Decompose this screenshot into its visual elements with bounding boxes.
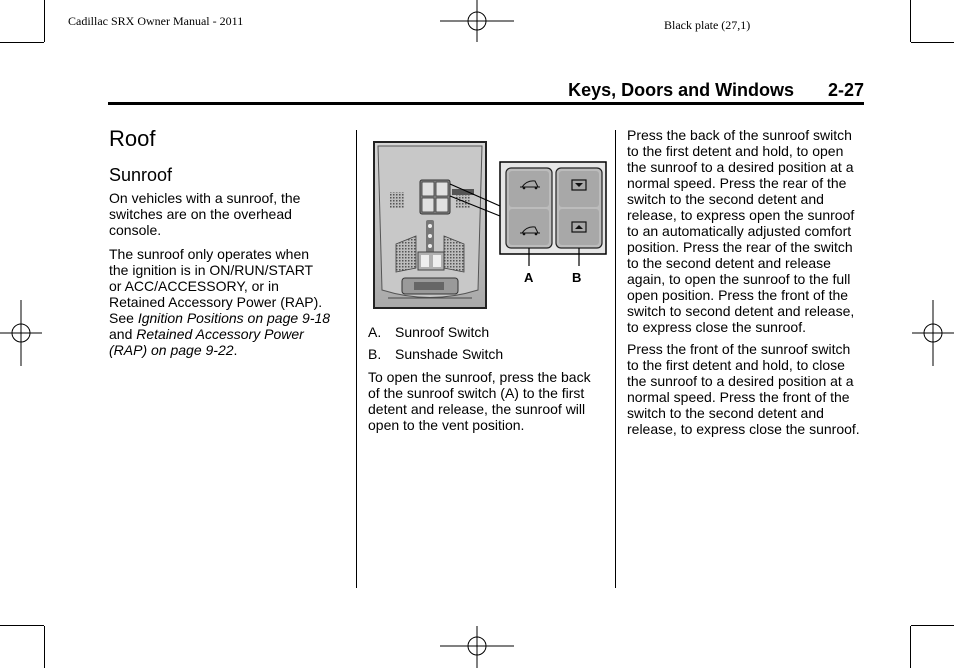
manual-title: Cadillac SRX Owner Manual - 2011: [68, 14, 244, 28]
registration-mark-bottom: [440, 626, 514, 668]
overhead-console-figure: [372, 140, 608, 312]
ignition-paragraph: The sunroof only operates when the ignition is in ON/RUN/START or ACC/ACCESSORY, or in Retained Accessory Power (RAP). See Ignition Positions on page 9-18 and Retained Accessory Power (RAP) on page 9-22.: [109, 246, 331, 358]
plate-label: Black plate (27,1): [664, 18, 751, 32]
page-title: Roof: [109, 126, 156, 151]
open-sunroof-paragraph: To open the sunroof, press the back of the sunroof switch (A) to the first detent and release, the sunroof will open to the vent position.: [368, 369, 591, 433]
crop-mark: [0, 625, 44, 626]
crop-mark: [44, 626, 45, 668]
reference-link[interactable]: Retained Accessory Power: [136, 326, 304, 342]
section-header: [108, 80, 864, 105]
registration-mark-right: [912, 300, 954, 366]
section-title: Keys, Doors and Windows: [568, 80, 794, 100]
reference-link[interactable]: Ignition Positions on page 9-18: [137, 310, 331, 326]
section-subtitle: Sunroof: [109, 165, 173, 185]
column-1: [109, 126, 349, 366]
column-divider: [356, 130, 357, 588]
registration-mark-top: [440, 0, 514, 42]
express-open-paragraph: Press the back of the sunroof switch to the first detent and hold, to open the sunroof to a desired position at a normal speed. Press the rear of the switch to the second detent and release, to express open the sunroof to an automatically adjusted comfort position. Press the rear of the switch to the second detent and release again, to open the sunroof to the full open position. Press the front of the switch to second detent and release, to express close the sunroof.: [627, 127, 855, 335]
crop-mark: [0, 42, 44, 43]
figure-label-b: B: [572, 270, 582, 285]
caption-a: A. Sunroof Switch: [368, 324, 490, 340]
column-2: [368, 324, 606, 441]
crop-mark: [910, 626, 911, 668]
figure-label-a: A: [524, 270, 534, 285]
crop-mark: [910, 0, 911, 42]
reference-link[interactable]: (RAP) on page 9-22: [109, 342, 234, 358]
crop-mark: [44, 0, 45, 42]
column-divider: [615, 130, 616, 588]
page-number: 2-27: [827, 80, 864, 100]
crop-mark: [911, 42, 954, 43]
registration-mark-left: [0, 300, 42, 366]
crop-mark: [911, 625, 954, 626]
column-3: [627, 127, 865, 445]
close-paragraph: Press the front of the sunroof switch to the first detent and hold, to close the sunroof to a desired position at a normal speed. Press the front of the switch to the second detent and release, to express close the sunroof.: [627, 341, 860, 437]
caption-b: B. Sunshade Switch: [368, 346, 504, 362]
intro-paragraph: On vehicles with a sunroof, the switches are on the overhead console.: [109, 190, 301, 238]
